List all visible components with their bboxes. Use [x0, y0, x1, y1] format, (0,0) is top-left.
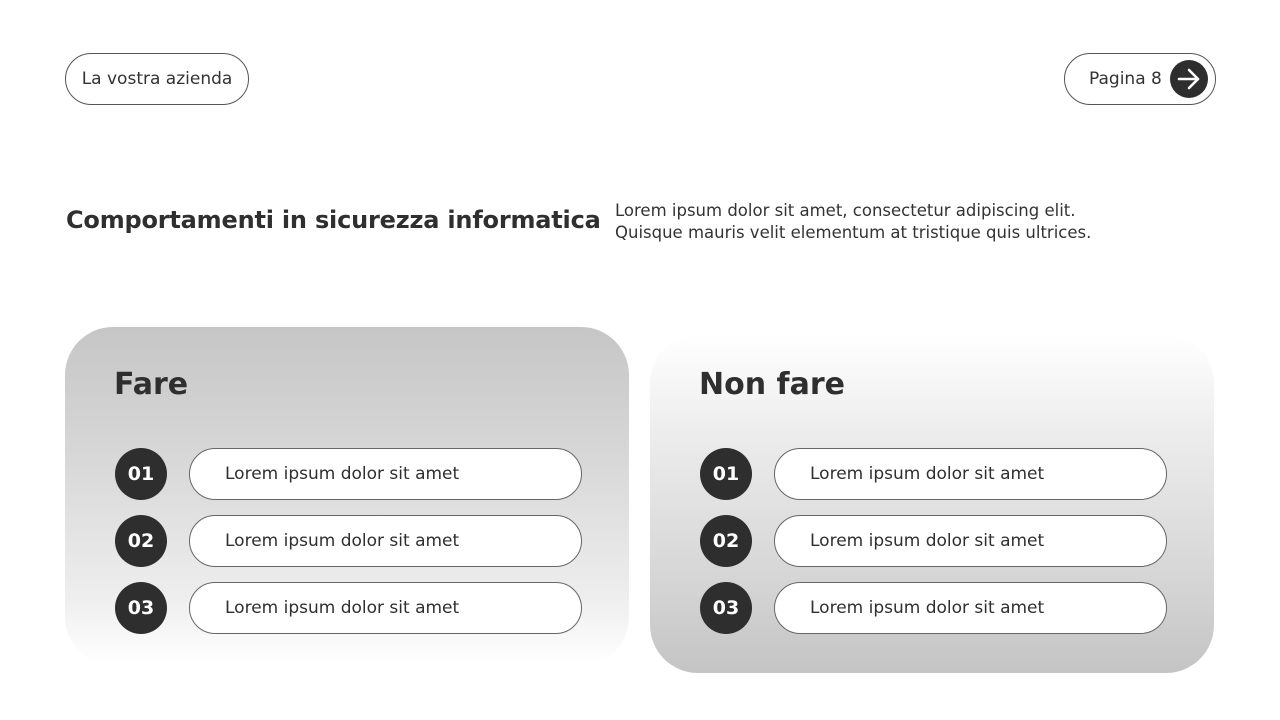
page-label: Pagina 8 — [1089, 69, 1162, 89]
list-item — [700, 448, 1167, 500]
page-title: Comportamenti in sicurezza informatica — [66, 206, 601, 234]
next-page-button[interactable] — [1064, 53, 1216, 105]
company-button[interactable] — [65, 53, 249, 105]
description-line: Lorem ipsum dolor sit amet, consectetur adipiscing elit. — [615, 201, 1076, 220]
do-card-heading: Fare — [114, 367, 189, 402]
item-text-pill: Lorem ipsum dolor sit amet — [189, 582, 582, 634]
item-number-badge: 03 — [700, 582, 752, 634]
item-number-badge: 01 — [115, 448, 167, 500]
dont-card — [650, 335, 1214, 673]
list-item — [115, 515, 582, 567]
item-text-pill: Lorem ipsum dolor sit amet — [774, 448, 1167, 500]
list-item — [700, 515, 1167, 567]
item-text-pill: Lorem ipsum dolor sit amet — [189, 448, 582, 500]
item-text-pill: Lorem ipsum dolor sit amet — [774, 515, 1167, 567]
item-number-badge: 02 — [700, 515, 752, 567]
list-item — [115, 448, 582, 500]
item-number-badge: 02 — [115, 515, 167, 567]
arrow-right-icon — [1170, 60, 1208, 98]
do-card — [65, 327, 629, 665]
item-number-badge: 01 — [700, 448, 752, 500]
list-item — [700, 582, 1167, 634]
item-text-pill: Lorem ipsum dolor sit amet — [774, 582, 1167, 634]
item-number-badge: 03 — [115, 582, 167, 634]
dont-card-heading: Non fare — [699, 367, 845, 402]
description-line: Quisque mauris velit elementum at tristique quis ultrices. — [615, 222, 1092, 242]
page-description — [615, 200, 1135, 243]
list-item — [115, 582, 582, 634]
company-label: La vostra azienda — [81, 69, 233, 89]
item-text-pill: Lorem ipsum dolor sit amet — [189, 515, 582, 567]
